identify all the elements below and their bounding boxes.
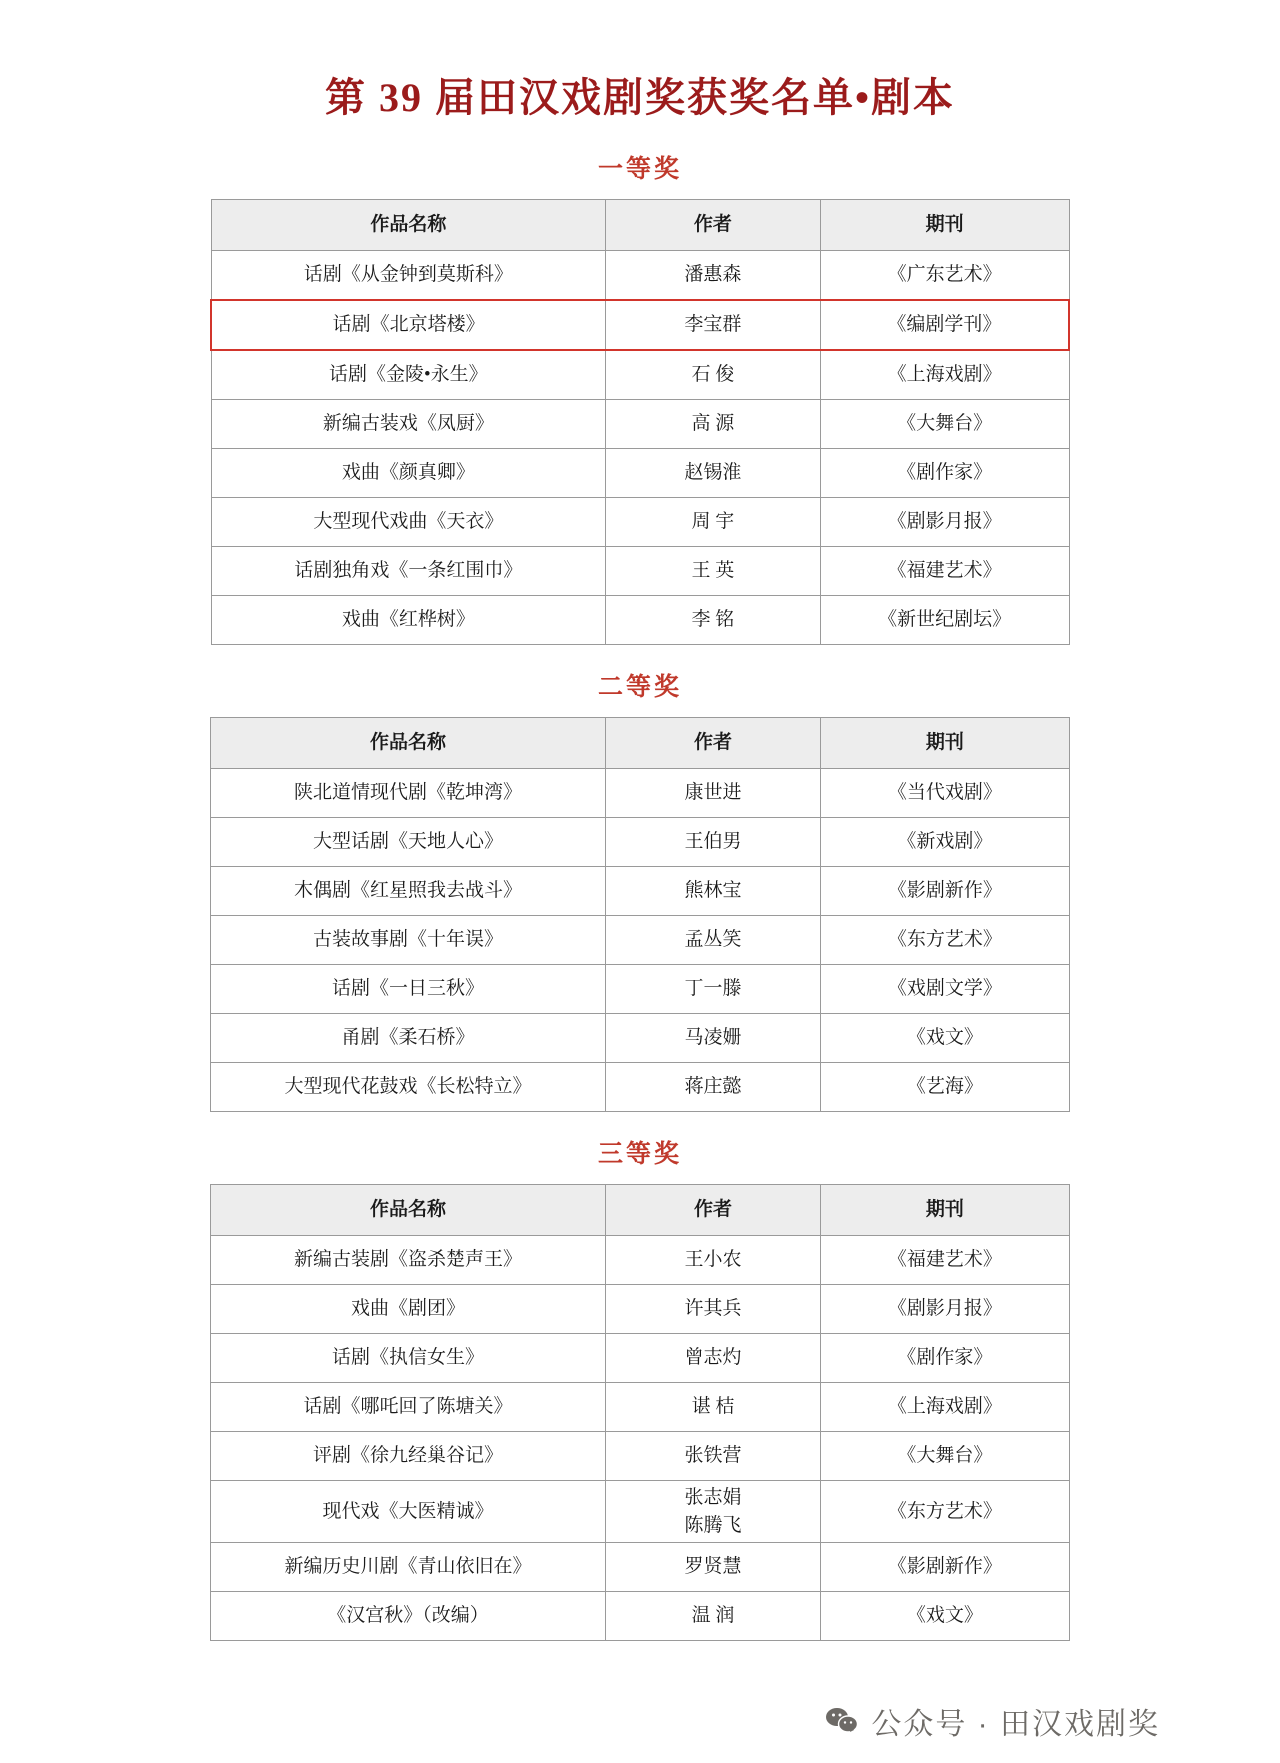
cell-author: 曾志灼 (606, 1334, 821, 1383)
table-row (211, 965, 1070, 1014)
footer (80, 1699, 1200, 1743)
cell-author: 王伯男 (606, 818, 821, 867)
cell-work-title: 古装故事剧《十年误》 (211, 916, 606, 965)
table-row (211, 769, 1070, 818)
table-row (211, 1285, 1070, 1334)
cell-author: 潘惠森 (606, 251, 821, 301)
cell-journal: 《剧影月报》 (820, 498, 1069, 547)
cell-author: 王小农 (606, 1236, 821, 1285)
cell-author: 高 源 (606, 400, 821, 449)
cell-work-title: 评剧《徐九经巢谷记》 (211, 1432, 606, 1481)
table-row (211, 818, 1070, 867)
cell-author: 谌 桔 (606, 1383, 821, 1432)
cell-journal: 《剧作家》 (820, 449, 1069, 498)
award-section (80, 1134, 1200, 1641)
table-row (211, 251, 1069, 301)
table-row (211, 1432, 1070, 1481)
cell-journal: 《当代戏剧》 (820, 769, 1069, 818)
table-row (211, 916, 1070, 965)
cell-journal: 《东方艺术》 (820, 1481, 1069, 1543)
table-row (211, 547, 1069, 596)
cell-author: 赵锡淮 (606, 449, 821, 498)
cell-author: 许其兵 (606, 1285, 821, 1334)
table-row (211, 1383, 1070, 1432)
cell-journal: 《大舞台》 (820, 400, 1069, 449)
award-table (210, 717, 1070, 1112)
cell-journal: 《福建艺术》 (820, 547, 1069, 596)
cell-work-title: 陕北道情现代剧《乾坤湾》 (211, 769, 606, 818)
cell-work-title: 话剧《执信女生》 (211, 1334, 606, 1383)
table-row (211, 1481, 1070, 1543)
cell-work-title: 《汉宫秋》（改编） (211, 1592, 606, 1641)
cell-work-title: 大型现代花鼓戏《长松特立》 (211, 1063, 606, 1112)
cell-journal: 《戏文》 (820, 1592, 1069, 1641)
column-header-title: 作品名称 (211, 200, 606, 251)
cell-journal: 《影剧新作》 (820, 867, 1069, 916)
cell-journal: 《新世纪剧坛》 (820, 596, 1069, 645)
cell-work-title: 话剧《哪吒回了陈塘关》 (211, 1383, 606, 1432)
cell-journal: 《影剧新作》 (820, 1543, 1069, 1592)
cell-journal: 《新戏剧》 (820, 818, 1069, 867)
cell-author: 王 英 (606, 547, 821, 596)
cell-work-title: 新编历史川剧《青山依旧在》 (211, 1543, 606, 1592)
table-row (211, 449, 1069, 498)
cell-author: 温 润 (606, 1592, 821, 1641)
table-row (211, 867, 1070, 916)
cell-author: 石 俊 (606, 350, 821, 400)
cell-work-title: 话剧《北京塔楼》 (211, 300, 606, 350)
cell-work-title: 戏曲《红桦树》 (211, 596, 606, 645)
cell-work-title: 甬剧《柔石桥》 (211, 1014, 606, 1063)
cell-author: 李宝群 (606, 300, 821, 350)
cell-work-title: 话剧《从金钟到莫斯科》 (211, 251, 606, 301)
award-table (210, 199, 1070, 645)
cell-author: 康世进 (606, 769, 821, 818)
cell-journal: 《上海戏剧》 (820, 1383, 1069, 1432)
cell-journal: 《大舞台》 (820, 1432, 1069, 1481)
award-section (80, 667, 1200, 1112)
cell-journal: 《福建艺术》 (820, 1236, 1069, 1285)
cell-line: 陈腾飞 (684, 1514, 742, 1536)
cell-author: 罗贤慧 (606, 1543, 821, 1592)
column-header-author: 作者 (606, 718, 821, 769)
cell-work-title: 戏曲《剧团》 (211, 1285, 606, 1334)
table-header-row (211, 200, 1069, 251)
wechat-icon (825, 1706, 859, 1736)
cell-author: 张铁营 (606, 1432, 821, 1481)
table-header-row (211, 1185, 1070, 1236)
cell-journal: 《剧影月报》 (820, 1285, 1069, 1334)
cell-work-title: 现代戏《大医精诚》 (211, 1481, 606, 1543)
page-title: 第 39 届田汉戏剧奖获奖名单•剧本 (324, 75, 955, 120)
cell-work-title: 话剧《一日三秋》 (211, 965, 606, 1014)
table-row (211, 300, 1069, 350)
cell-author: 丁一滕 (606, 965, 821, 1014)
cell-journal: 《戏剧文学》 (820, 965, 1069, 1014)
cell-journal: 《戏文》 (820, 1014, 1069, 1063)
cell-work-title: 话剧《金陵•永生》 (211, 350, 606, 400)
cell-journal: 《剧作家》 (820, 1334, 1069, 1383)
cell-work-title: 新编古装戏《凤厨》 (211, 400, 606, 449)
section-heading: 三等奖 (597, 1141, 682, 1168)
column-header-author: 作者 (606, 1185, 821, 1236)
cell-work-title: 戏曲《颜真卿》 (211, 449, 606, 498)
cell-work-title: 木偶剧《红星照我去战斗》 (211, 867, 606, 916)
table-row (211, 1543, 1070, 1592)
award-table (210, 1184, 1070, 1641)
cell-work-title: 话剧独角戏《一条红围巾》 (211, 547, 606, 596)
cell-author: 熊林宝 (606, 867, 821, 916)
table-row (211, 1592, 1070, 1641)
cell-author: 马凌姗 (606, 1014, 821, 1063)
cell-journal: 《上海戏剧》 (820, 350, 1069, 400)
cell-journal: 《广东艺术》 (820, 251, 1069, 301)
column-header-title: 作品名称 (211, 1185, 606, 1236)
section-heading: 一等奖 (597, 156, 682, 183)
cell-work-title: 大型现代戏曲《天衣》 (211, 498, 606, 547)
table-row (211, 1236, 1070, 1285)
cell-author: 李 铭 (606, 596, 821, 645)
column-header-author: 作者 (606, 200, 821, 251)
table-row (211, 350, 1069, 400)
award-sections (80, 149, 1200, 1641)
award-section (80, 149, 1200, 645)
cell-journal: 《东方艺术》 (820, 916, 1069, 965)
table-row (211, 596, 1069, 645)
column-header-journal: 期刊 (820, 718, 1069, 769)
column-header-title: 作品名称 (211, 718, 606, 769)
table-row (211, 1014, 1070, 1063)
cell-line: 张志娟 (684, 1487, 742, 1508)
table-header-row (211, 718, 1070, 769)
table-row (211, 498, 1069, 547)
cell-journal: 《编剧学刊》 (820, 300, 1069, 350)
table-row (211, 1063, 1070, 1112)
cell-author (606, 1481, 821, 1543)
table-row (211, 1334, 1070, 1383)
column-header-journal: 期刊 (820, 1185, 1069, 1236)
footer-text: 公众号 · 田汉戏剧奖 (871, 1708, 1160, 1742)
cell-journal: 《艺海》 (820, 1063, 1069, 1112)
table-row (211, 400, 1069, 449)
cell-work-title: 大型话剧《天地人心》 (211, 818, 606, 867)
column-header-journal: 期刊 (820, 200, 1069, 251)
cell-author: 孟丛笑 (606, 916, 821, 965)
cell-author: 蒋庄懿 (606, 1063, 821, 1112)
cell-work-title: 新编古装剧《盗杀楚声王》 (211, 1236, 606, 1285)
section-heading: 二等奖 (597, 674, 682, 701)
cell-author: 周 宇 (606, 498, 821, 547)
